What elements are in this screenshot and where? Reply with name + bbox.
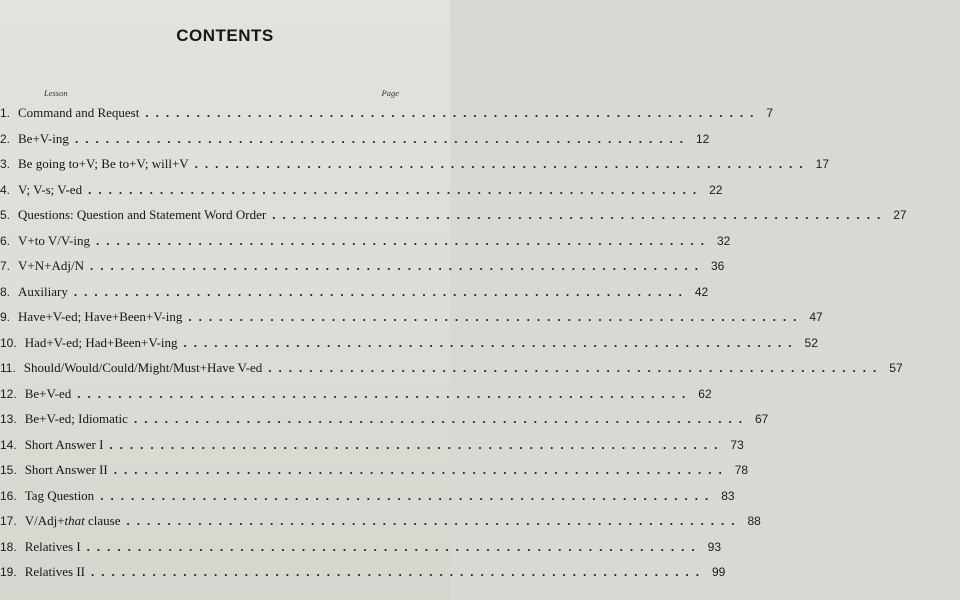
lesson-title: Should/Would/Could/Might/Must+Have V-ed [23, 360, 263, 375]
lesson-title: Be+V-ed [24, 385, 72, 401]
dot-leader: ............................................................ [133, 411, 749, 426]
page-number: 17 [815, 157, 830, 171]
toc-entry [0, 100, 774, 126]
page-number: 47 [809, 310, 823, 324]
page-number: 12 [695, 131, 710, 146]
page-number: 62 [698, 386, 712, 401]
lesson-title: V+N+Adj/N [18, 258, 84, 273]
lesson-title: V; V-s; V-ed [18, 181, 83, 197]
dot-leader: ............................................................ [86, 538, 702, 554]
page-number: 88 [747, 514, 761, 528]
toc-entry [0, 177, 723, 203]
page-number: 83 [721, 488, 735, 503]
lesson-title [25, 508, 121, 534]
page-number: 42 [694, 284, 709, 299]
lesson-number: 8. [0, 284, 11, 299]
lesson-number: 11. [0, 361, 16, 375]
page-number: 52 [804, 335, 818, 350]
toc-entry [0, 432, 744, 458]
lesson-number: 19. [0, 565, 17, 579]
lesson-title: Tag Question [24, 487, 95, 503]
lesson-number: 9. [0, 310, 11, 324]
dot-leader: ............................................................ [90, 564, 706, 579]
lesson-number: 15. [0, 463, 17, 477]
toc-entry [0, 304, 823, 330]
page-number: 7 [766, 106, 774, 120]
toc-entry [0, 457, 749, 483]
lesson-title: Relatives II [24, 564, 85, 579]
lesson-number: 1. [0, 106, 11, 120]
lesson-title: V+to V/V-ing [18, 232, 90, 248]
page-number: 93 [707, 539, 722, 554]
dot-leader: ............................................................ [268, 360, 884, 375]
toc-entry [0, 559, 726, 585]
page-number: 36 [710, 259, 725, 273]
dot-leader: ............................................................ [188, 309, 804, 324]
toc-entry [0, 508, 761, 534]
toc-entry [0, 202, 907, 228]
dot-leader: ............................................................ [113, 462, 729, 477]
lesson-number: 5. [0, 208, 11, 222]
toc-entry [0, 406, 769, 432]
lesson-number: 2. [0, 131, 11, 146]
toc-entry [0, 534, 722, 560]
lesson-number: 3. [0, 157, 11, 171]
page-number: 73 [730, 437, 744, 452]
toc-entry [0, 483, 735, 509]
lesson-title: Had+V-ed; Had+Been+V-ing [24, 334, 178, 350]
toc-entry [0, 151, 830, 177]
dot-leader: ............................................................ [272, 207, 888, 222]
lesson-title: Relatives I [24, 538, 81, 554]
lesson-number: 18. [0, 539, 17, 554]
contents-list [0, 100, 907, 585]
lesson-number: 12. [0, 386, 17, 401]
lesson-title-prefix: V/Adj+ [24, 513, 65, 528]
lesson-column-header: Lesson [44, 88, 68, 98]
lesson-title: Be going to+V; Be to+V; will+V [18, 156, 189, 171]
toc-entry [0, 279, 709, 305]
lesson-number: 4. [0, 182, 11, 197]
dot-leader: ............................................................ [96, 232, 711, 248]
toc-entry [0, 355, 903, 381]
toc-entry [0, 228, 731, 254]
page-number: 32 [717, 233, 731, 248]
toc-entry [0, 126, 710, 152]
page-number: 67 [754, 412, 769, 426]
lesson-title: Be+V-ing [18, 130, 69, 146]
page-column-header: Page [381, 88, 399, 98]
lesson-number: 7. [0, 259, 11, 273]
lesson-title-italic: that [64, 513, 85, 528]
lesson-title-suffix: clause [84, 513, 121, 528]
lesson-number: 10. [0, 335, 17, 350]
lesson-title: Command and Request [18, 105, 140, 120]
lesson-number: 16. [0, 488, 17, 503]
dot-leader: ............................................................ [145, 105, 761, 120]
dot-leader: ............................................................ [88, 181, 704, 197]
lesson-title: Be+V-ed; Idiomatic [24, 411, 128, 426]
lesson-title: Questions: Question and Statement Word Order [18, 207, 267, 222]
page-number: 99 [711, 565, 726, 579]
toc-entry [0, 381, 712, 407]
page-number: 78 [734, 463, 749, 477]
dot-leader: ............................................................ [183, 334, 799, 350]
page-title: CONTENTS [176, 26, 274, 45]
dot-leader: ............................................................ [73, 283, 689, 299]
lesson-number: 17. [0, 514, 17, 528]
toc-entry [0, 253, 725, 279]
lesson-number: 6. [0, 233, 11, 248]
dot-leader: ............................................................ [194, 156, 810, 171]
toc-entry [0, 330, 818, 356]
dot-leader: ............................................................ [74, 130, 690, 146]
lesson-number: 13. [0, 412, 17, 426]
dot-leader: ............................................................ [109, 436, 725, 452]
lesson-title: Have+V-ed; Have+Been+V-ing [18, 309, 183, 324]
dot-leader: ............................................................ [126, 513, 742, 528]
page-number: 22 [709, 182, 723, 197]
lesson-title: Auxiliary [18, 283, 68, 299]
lesson-title: Short Answer II [24, 462, 108, 477]
page-number: 57 [889, 361, 903, 375]
page-number: 27 [893, 208, 907, 222]
lesson-number: 14. [0, 437, 17, 452]
dot-leader: ............................................................ [100, 487, 716, 503]
dot-leader: ............................................................ [77, 385, 693, 401]
lesson-title: Short Answer I [24, 436, 104, 452]
dot-leader: ............................................................ [89, 258, 705, 273]
